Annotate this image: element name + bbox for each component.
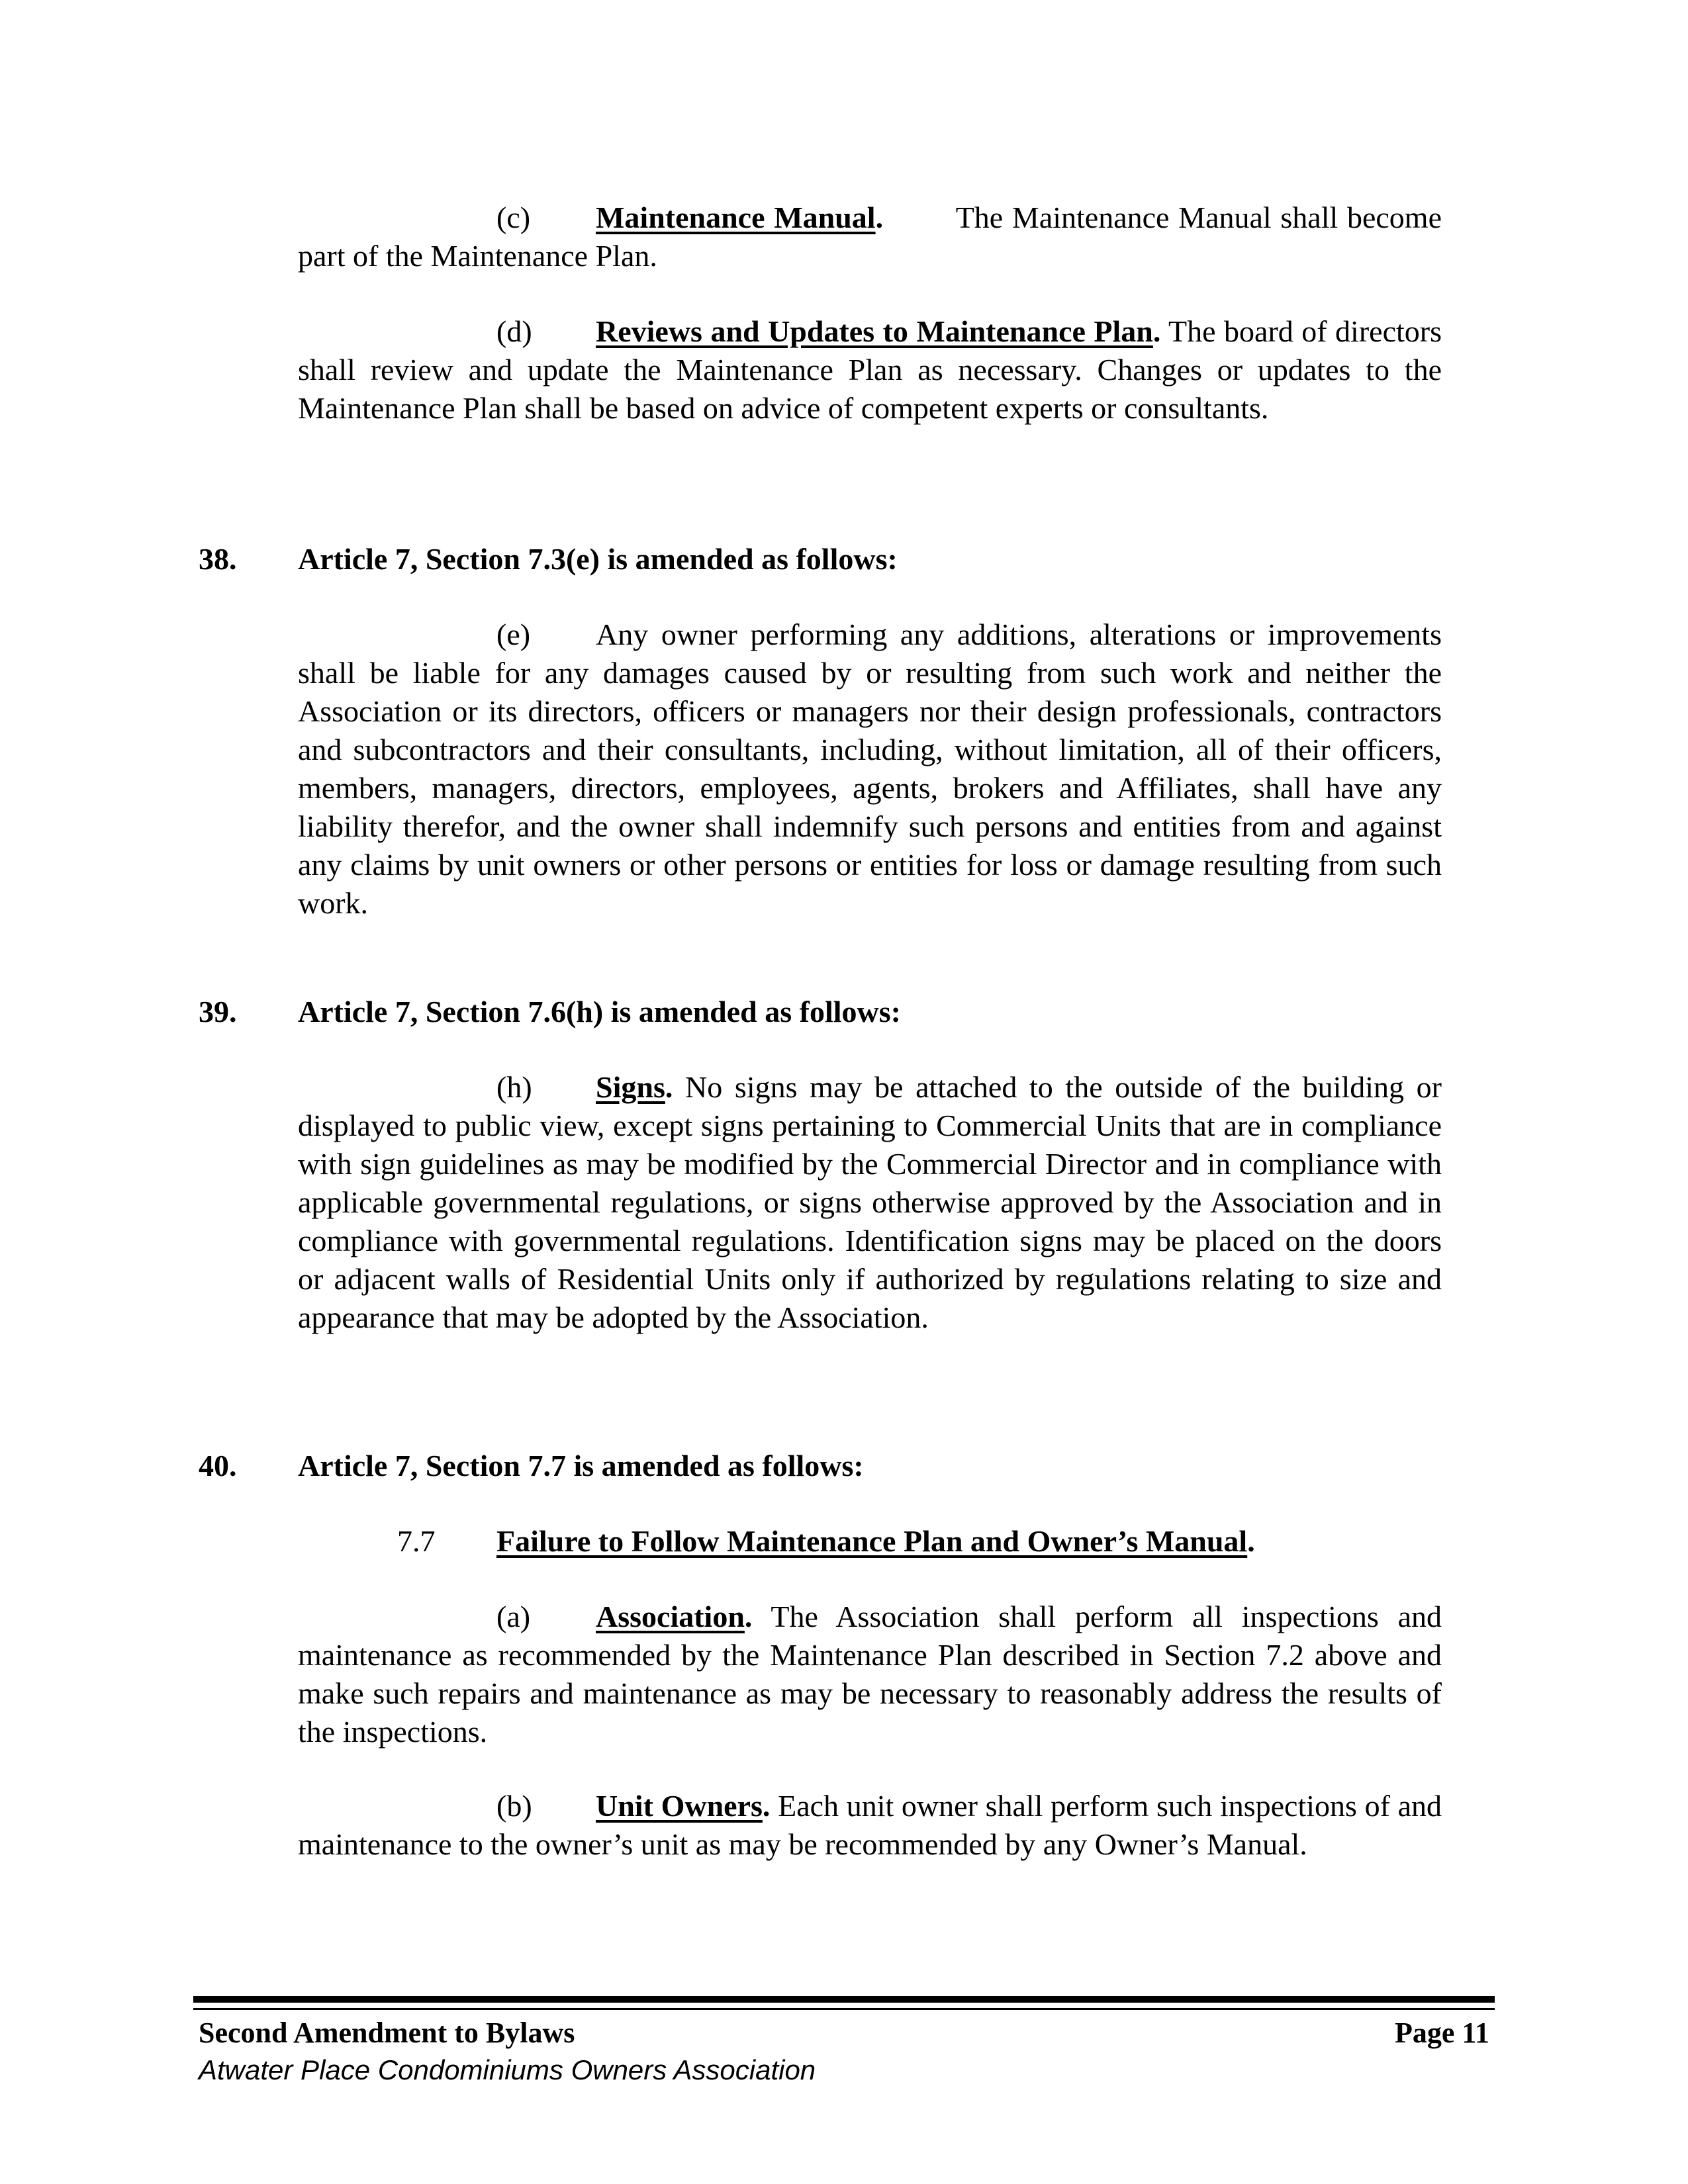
footer-subtitle: Atwater Place Condominiums Owners Association: [199, 2054, 816, 2085]
section-heading-39: [199, 993, 1456, 1031]
footer-left: [199, 2015, 816, 2089]
paragraph-title: Signs: [596, 1070, 665, 1104]
paragraph-e: [298, 615, 1442, 923]
paragraph-a: (a) Association. The Association shall perform all inspections and maintenance as recommended by the Maintenance Plan described in Section 7.2 above and make such repairs and maintenance as may be necessary to reasonably address the results of the inspections.: [298, 1598, 1442, 1751]
paragraph-label: (b): [496, 1789, 532, 1823]
footer-rule-thin: [193, 2008, 1495, 2010]
section-heading-text: Article 7, Section 7.6(h) is amended as follows:: [298, 995, 901, 1028]
paragraph-title: Unit Owners: [596, 1789, 763, 1823]
paragraph-text: The Association shall perform all inspections and maintenance as recommended by the Maintenance Plan described in Section 7.2 above and make such repairs and maintenance as may be necessary to reasonably address the results of the inspections.: [298, 1600, 1442, 1749]
section-heading-38: [199, 540, 1456, 578]
section-number: 38.: [199, 542, 237, 576]
paragraph-h: (h) Signs. No signs may be attached to the outside of the building or displayed to public view, except signs pertaining to Commercial Units that are in compliance with sign guidelines as may be modified by the Commercial Director and in compliance with applicable governmental regulations, or signs otherwise approved by the Association and in compliance with governmental regulations. Identification signs may be placed on the doors or adjacent walls of Residential Units only if authorized by regulations relating to size and appearance that may be adopted by the Association.: [298, 1068, 1442, 1337]
paragraph-text: Each unit owner shall perform such inspections of and maintenance to the owner’s unit as may be recommended by any Owner’s Manual.: [298, 1789, 1442, 1861]
paragraph-d: (d) Reviews and Updates to Maintenance Plan. The board of directors shall review and update the Maintenance Plan as necessary. Changes or updates to the Maintenance Plan shall be based on advice of competent experts or consultants.: [298, 312, 1442, 428]
section-number: 39.: [199, 995, 237, 1028]
page-number: Page 11: [1395, 2017, 1489, 2049]
paragraph-label: (d): [496, 314, 532, 348]
paragraph-title: Reviews and Updates to Maintenance Plan: [596, 314, 1153, 348]
section-number: 40.: [199, 1449, 237, 1482]
paragraph-label: (e): [496, 617, 531, 651]
paragraph-text: No signs may be attached to the outside of the building or displayed to public view, except signs pertaining to Commercial Units that are in compliance with sign guidelines as may be modified by the Commercial Director and in compliance with applicable governmental regulations, or signs otherwise approved by the Association and in compliance with governmental regulations. Identification signs may be placed on the doors or adjacent walls of Residential Units only if authorized by regulations relating to size and appearance that may be adopted by the Association.: [298, 1070, 1442, 1334]
paragraph-label: (h): [496, 1070, 532, 1104]
subsection-7-7: 7.7 Failure to Follow Maintenance Plan and Owner’s Manual.: [397, 1522, 1255, 1561]
paragraph-c: (c) Maintenance Manual. The Maintenance Manual shall become part of the Maintenance Plan.: [298, 199, 1442, 275]
footer-title: Second Amendment to Bylaws: [199, 2017, 575, 2049]
paragraph-text: The Maintenance Manual shall become part of the Maintenance Plan.: [298, 201, 1442, 273]
paragraph-label: (a): [496, 1600, 531, 1633]
paragraph-label: (c): [496, 201, 531, 234]
section-heading-40: [199, 1447, 1456, 1485]
paragraph-title: Association: [596, 1600, 745, 1633]
section-heading-text: Article 7, Section 7.3(e) is amended as follows:: [298, 542, 898, 576]
subsection-title: Failure to Follow Maintenance Plan and Owner’s Manual: [496, 1524, 1248, 1558]
section-heading-text: Article 7, Section 7.7 is amended as follows:: [298, 1449, 864, 1482]
footer-rule-thick: [193, 1996, 1495, 2003]
paragraph-title: Maintenance Manual: [596, 201, 876, 234]
subsection-label: 7.7: [397, 1524, 436, 1558]
paragraph-b: (b) Unit Owners. Each unit owner shall perform such inspections of and maintenance to the owner’s unit as may be recommended by any Owner’s Manual.: [298, 1787, 1442, 1864]
paragraph-text: Any owner performing any additions, alterations or improvements shall be liable for any damages caused by or resulting from such work and neither the Association or its directors, officers or managers nor their design professionals, contractors and subcontractors and their consultants, including, without limitation, all of their officers, members, managers, directors, employees, agents, brokers and Affiliates, shall have any liability therefor, and the owner shall indemnify such persons and entities from and against any claims by unit owners or other persons or entities for loss or damage resulting from such work.: [298, 617, 1442, 920]
paragraph-text: The board of directors shall review and update the Maintenance Plan as necessary. Changes or updates to the Maintenance Plan shall be based on advice of competent experts or consultants.: [298, 314, 1442, 425]
